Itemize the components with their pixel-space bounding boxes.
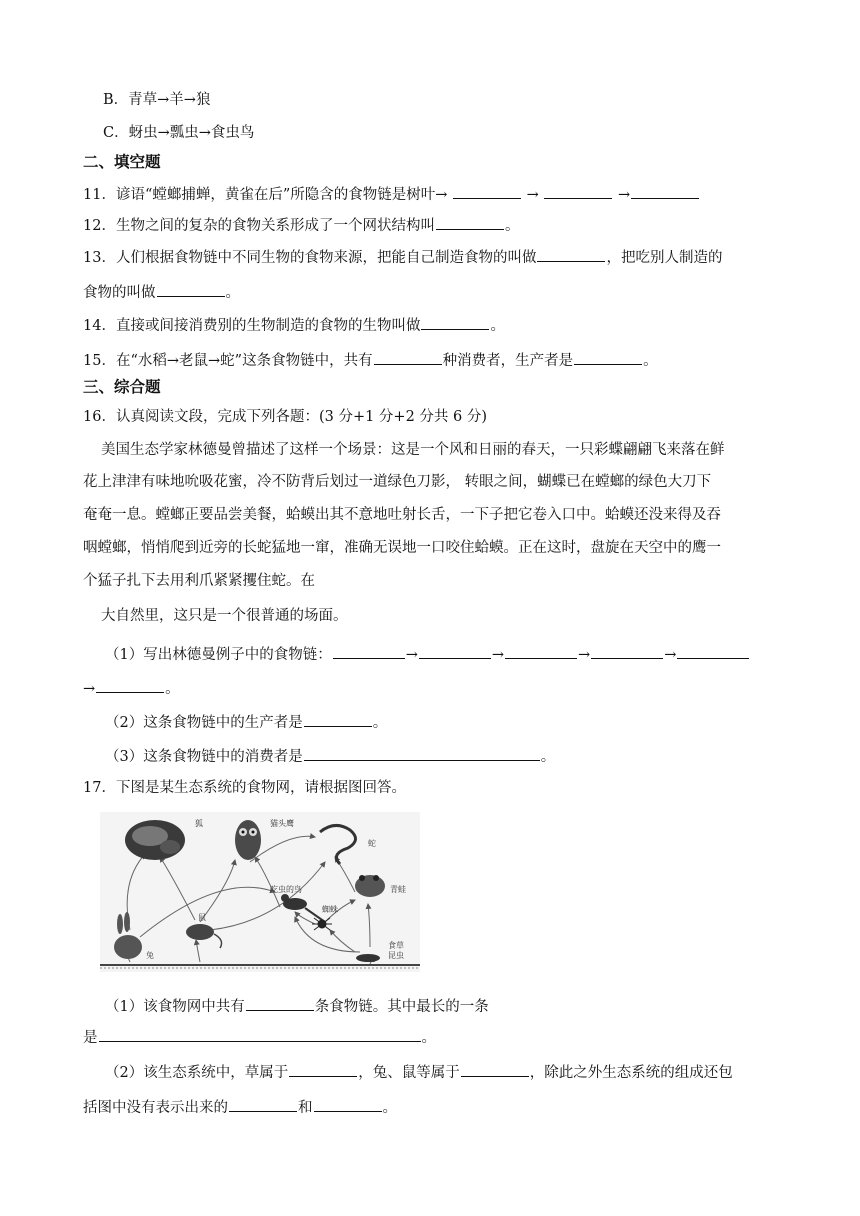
q17-sub1-label-c: 是 xyxy=(83,1030,98,1046)
q17-sub1-line-1 xyxy=(105,995,489,1017)
q13-end: 。 xyxy=(225,285,240,301)
q16-chain-blank-3[interactable] xyxy=(505,643,577,659)
q15-number: 15． xyxy=(83,353,116,369)
q16-arrow-4: → xyxy=(664,647,677,663)
q17-sub2-label-c: ，除此之外生态系统的组成还包 xyxy=(529,1065,733,1081)
label-owl: 猫头鹰 xyxy=(270,819,294,828)
q16-chain-blank-2[interactable] xyxy=(419,643,491,659)
q15-text-1: 在“水稻→老鼠→蛇”这条食物链中，共有 xyxy=(115,353,373,369)
q16-consumer-blank[interactable] xyxy=(304,745,540,761)
q16-chain-blank-5[interactable] xyxy=(677,643,749,659)
q17-sub2-label-a: （2）该生态系统中，草属于 xyxy=(105,1065,289,1081)
q15-blank-2[interactable] xyxy=(574,349,642,365)
q16-arrow-1: → xyxy=(405,647,418,663)
q17-sub1-end: 。 xyxy=(421,1030,436,1046)
q14-end: 。 xyxy=(490,318,505,334)
q17-sub2-label-b: ，兔、鼠等属于 xyxy=(358,1065,460,1081)
label-frog: 青蛙 xyxy=(390,885,406,894)
q17-grass-blank[interactable] xyxy=(289,1061,357,1077)
q15-blank-1[interactable] xyxy=(374,349,442,365)
q11-blank-2[interactable] xyxy=(544,183,612,199)
question-13-line-1 xyxy=(83,246,722,268)
q17-component-blank-2[interactable] xyxy=(314,1096,382,1112)
q16-paragraph-line-1: 美国生态学家林德曼曾描述了这样一个场景：这是一个风和日丽的春天，一只彩蝶翩翩飞来落在鲜 xyxy=(101,442,725,458)
q14-number: 14． xyxy=(83,318,116,334)
q15-end: 。 xyxy=(643,353,658,369)
q13-text-2: ，把吃别人制造的 xyxy=(606,250,723,266)
q12-text: 生物之间的复杂的食物关系形成了一个网状结构叫 xyxy=(115,218,435,234)
q11-text: 谚语“螳螂捕蝉，黄雀在后”所隐含的食物链是树叶→ xyxy=(115,187,448,203)
q16-sub2-label: （2）这条食物链中的生产者是 xyxy=(105,715,303,731)
q16-title: 认真阅读文段，完成下列各题：(3 分+1 分+2 分共 6 分) xyxy=(115,409,488,425)
label-bird: 吃虫的鸟 xyxy=(270,885,302,894)
q16-arrow-5: → xyxy=(83,681,96,697)
q13-blank-2[interactable] xyxy=(157,281,225,297)
q11-arrow-2: → xyxy=(618,187,631,203)
question-17-title xyxy=(83,778,406,798)
q16-chain-blank-6[interactable] xyxy=(96,677,164,693)
q17-sub1-label-b: 条食物链。其中最长的一条 xyxy=(314,999,489,1015)
q11-blank-1[interactable] xyxy=(453,183,521,199)
q17-chain-count-blank[interactable] xyxy=(246,995,314,1011)
question-14 xyxy=(83,314,505,336)
q12-blank[interactable] xyxy=(436,214,504,230)
q16-number: 16． xyxy=(83,409,116,425)
fox-illustration xyxy=(125,820,185,860)
q16-producer-blank[interactable] xyxy=(304,711,372,727)
q16-sub3-end: 。 xyxy=(540,749,556,765)
label-rabbit: 兔 xyxy=(146,951,154,960)
section-fill-heading: 二、填空题 xyxy=(83,152,161,171)
q16-sub2 xyxy=(105,711,387,733)
label-snake: 蛇 xyxy=(368,839,376,848)
q14-text: 直接或间接消费别的生物制造的食物的生物叫做 xyxy=(115,318,421,334)
q16-paragraph-line-4: 咽螳螂，悄悄爬到近旁的长蛇猛地一窜，准确无误地一口咬住蛤蟆。正在这时，盘旋在天空中的鹰一 xyxy=(83,540,721,556)
option-b: B．青草→羊→狼 xyxy=(103,92,211,108)
q13-blank-1[interactable] xyxy=(537,246,605,262)
q16-sub1-line-2 xyxy=(83,677,180,699)
label-spider: 蜘蛛 xyxy=(322,905,338,914)
q16-chain-blank-4[interactable] xyxy=(591,643,663,659)
q11-arrow-1: → xyxy=(526,187,539,203)
frog-illustration xyxy=(355,875,385,897)
q14-blank[interactable] xyxy=(421,314,489,330)
label-mouse: 鼠 xyxy=(198,913,206,922)
q17-sub2-line-1 xyxy=(105,1061,733,1083)
q12-end: 。 xyxy=(504,218,520,234)
label-insect-2: 昆虫 xyxy=(388,951,404,960)
q13-number: 13． xyxy=(83,250,116,266)
question-16-title xyxy=(83,407,487,427)
q11-blank-3[interactable] xyxy=(631,183,699,199)
q16-sub1-label: （1）写出林德曼例子中的食物链： xyxy=(105,647,332,663)
q16-arrow-3: → xyxy=(578,647,591,663)
food-web-figure xyxy=(100,812,420,972)
q11-number: 11． xyxy=(83,187,116,203)
label-insect-1: 食草 xyxy=(388,941,404,950)
q16-arrow-2: → xyxy=(491,647,505,663)
owl-illustration xyxy=(235,820,261,860)
q17-sub2-end: 。 xyxy=(382,1100,397,1116)
q13-text-3: 食物的叫做 xyxy=(83,285,156,301)
q17-sub2-label-e: 和 xyxy=(298,1100,313,1116)
q17-sub2-label-d: 括图中没有表示出来的 xyxy=(83,1100,228,1116)
q17-component-blank-1[interactable] xyxy=(229,1096,297,1112)
q16-sub1-end: 。 xyxy=(165,681,180,697)
q17-rabbit-mouse-blank[interactable] xyxy=(461,1061,529,1077)
question-13-line-2 xyxy=(83,281,240,303)
q16-paragraph-line-2: 花上津津有味地吮吸花蜜，冷不防背后划过一道绿色刀影， 转眼之间，蝴蝶已在螳螂的绿色大刀下 xyxy=(83,474,712,490)
q16-paragraph-line-3: 奄奄一息。螳螂正要品尝美餐，蛤蟆出其不意地吐射长舌，一下子把它卷入口中。蛤蟆还没来得及吞 xyxy=(83,507,721,523)
q16-sub2-end: 。 xyxy=(372,715,388,731)
q16-paragraph-line-5: 个猛子扎下去用利爪紧紧攫住蛇。在 xyxy=(83,573,315,589)
q16-chain-blank-1[interactable] xyxy=(333,643,405,659)
label-fox: 狐 xyxy=(195,819,203,828)
q16-sub1-line-1 xyxy=(105,643,750,665)
q17-sub1-label-a: （1）该食物网中共有 xyxy=(105,999,245,1015)
q16-paragraph-line-6: 大自然里，这只是一个很普通的场面。 xyxy=(101,608,348,624)
q16-sub3-label: （3）这条食物链中的消费者是 xyxy=(105,749,303,765)
q17-sub2-line-2 xyxy=(83,1096,397,1118)
q17-number: 17． xyxy=(83,780,116,796)
question-11 xyxy=(83,183,700,205)
q16-sub3 xyxy=(105,745,555,767)
q12-number: 12． xyxy=(83,218,116,234)
question-12 xyxy=(83,214,519,236)
q17-sub1-line-2 xyxy=(83,1026,436,1048)
option-c: C．蚜虫→瓢虫→食虫鸟 xyxy=(103,125,255,141)
section-comprehensive-heading: 三、综合题 xyxy=(83,377,161,396)
insect-illustration xyxy=(356,954,380,962)
q15-text-2: 种消费者，生产者是 xyxy=(442,353,574,369)
q13-text-1: 人们根据食物链中不同生物的食物来源，把能自己制造食物的叫做 xyxy=(115,250,537,266)
q17-longest-chain-blank[interactable] xyxy=(99,1026,421,1042)
question-15 xyxy=(83,349,658,371)
q17-title: 下图是某生态系统的食物网，请根据图回答。 xyxy=(115,780,406,796)
